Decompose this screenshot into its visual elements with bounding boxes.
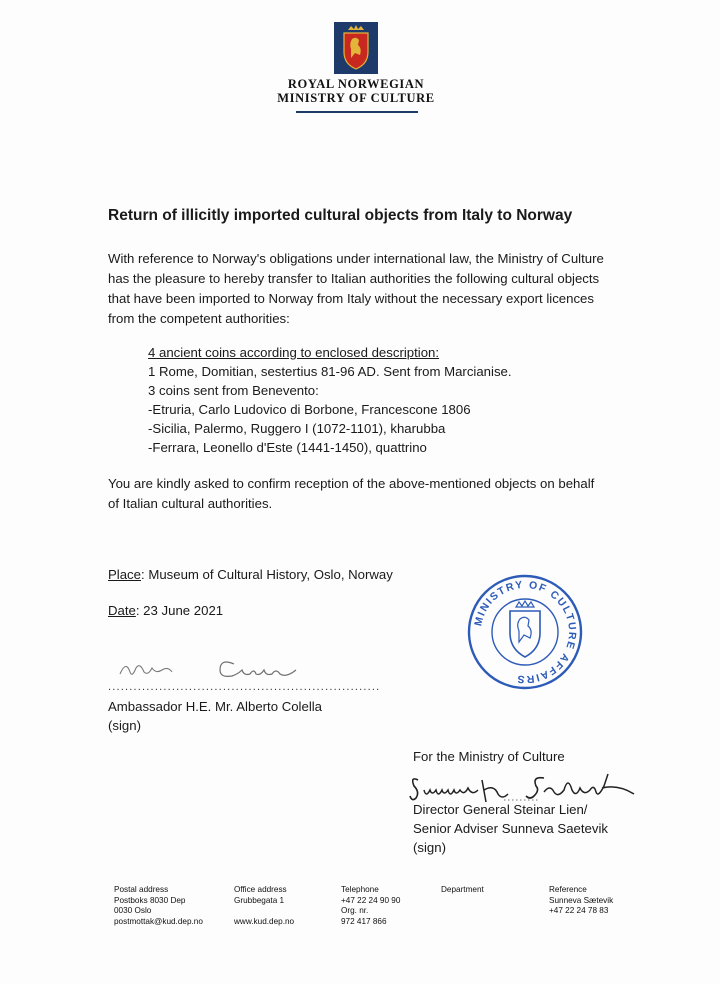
coin-item: 3 coins sent from Benevento: [148,383,319,398]
date-value: : 23 June 2021 [135,603,224,618]
letter-title: Return of illicitly imported cultural objects from Italy to Norway [108,207,573,224]
confirm-paragraph [108,474,594,514]
footer-reference-line: Sunneva Sætevik [549,895,614,905]
ministry-signatories [413,800,608,857]
intro-line: from the competent authorities: [108,311,290,326]
ambassador-block [108,697,322,735]
footer-postal-line: 0030 Oslo [114,906,152,915]
svg-text:MINISTRY OF CULTURE AFFAIRS [472,579,578,685]
ministry-name [240,77,472,105]
footer-postal-email: postmottak@kud.dep.no [114,916,203,926]
ministry-for-line: For the Ministry of Culture [413,749,565,764]
coin-item: -Etruria, Carlo Ludovico di Borbone, Francescone 1806 [148,402,471,417]
place-label: Place [108,567,141,582]
confirm-line: You are kindly asked to confirm reception of the above-mentioned objects on behalf [108,476,595,491]
footer-office-blank [234,906,294,917]
stamp-text: MINISTRY OF CULTURE AFFAIRS [472,578,579,686]
signatory-adviser: Senior Adviser Sunneva Saetevik [413,821,608,836]
intro-line: has the pleasure to hereby transfer to Italian authorities the following cultural objects [108,271,600,286]
footer-postal [114,885,203,927]
coin-item: -Sicilia, Palermo, Ruggero I (1072-1101), kharubba [148,421,446,436]
ministry-stamp [466,573,584,696]
footer-department [441,885,484,896]
ministry-sign-note: (sign) [413,840,446,855]
footer-reference-heading: Reference [549,885,587,894]
footer-telephone [341,885,400,927]
letterhead-rule [296,111,418,113]
footer-office [234,885,294,927]
ambassador-signature-line: ................................................................ [108,681,381,693]
signatory-director: Director General Steinar Lien/ [413,802,588,817]
footer-postal-line: Postboks 8030 Dep [114,895,186,905]
intro-paragraph [108,249,604,329]
footer-office-heading: Office address [234,885,287,894]
ministry-name-line1: ROYAL NORWEGIAN [287,77,425,91]
coins-list [148,343,512,457]
place-field [108,567,393,582]
footer-reference [549,885,613,917]
intro-line: that have been imported to Norway from Italy without the necessary export licences [108,291,594,306]
footer-postal-heading: Postal address [114,885,169,894]
footer-reference-line: +47 22 24 78 83 [549,906,609,915]
place-value: : Museum of Cultural History, Oslo, Norway [141,567,393,582]
footer-telephone-line: 972 417 866 [341,916,387,926]
footer-office-web: www.kud.dep.no [234,916,295,926]
footer-office-line: Grubbegata 1 [234,895,285,905]
footer-telephone-line: Org. nr. [341,906,369,915]
coin-item: 1 Rome, Domitian, sestertius 81-96 AD. Sent from Marcianise. [148,364,512,379]
coins-list-heading: 4 ancient coins according to enclosed description: [148,345,440,360]
coin-item: -Ferrara, Leonello d'Este (1441-1450), quattrino [148,440,427,455]
date-field [108,603,223,618]
footer-department-heading: Department [441,885,484,894]
ambassador-name: Ambassador H.E. Mr. Alberto Colella [108,699,323,714]
coat-of-arms-logo [334,22,378,74]
ambassador-sign-note: (sign) [108,718,141,733]
confirm-line: of Italian cultural authorities. [108,496,273,511]
footer-telephone-line: +47 22 24 90 90 [341,895,401,905]
date-label: Date [108,603,136,618]
footer-telephone-heading: Telephone [341,885,379,894]
ministry-name-line2: MINISTRY OF CULTURE [277,91,435,105]
intro-line: With reference to Norway's obligations under international law, the Ministry of Culture [108,251,604,266]
